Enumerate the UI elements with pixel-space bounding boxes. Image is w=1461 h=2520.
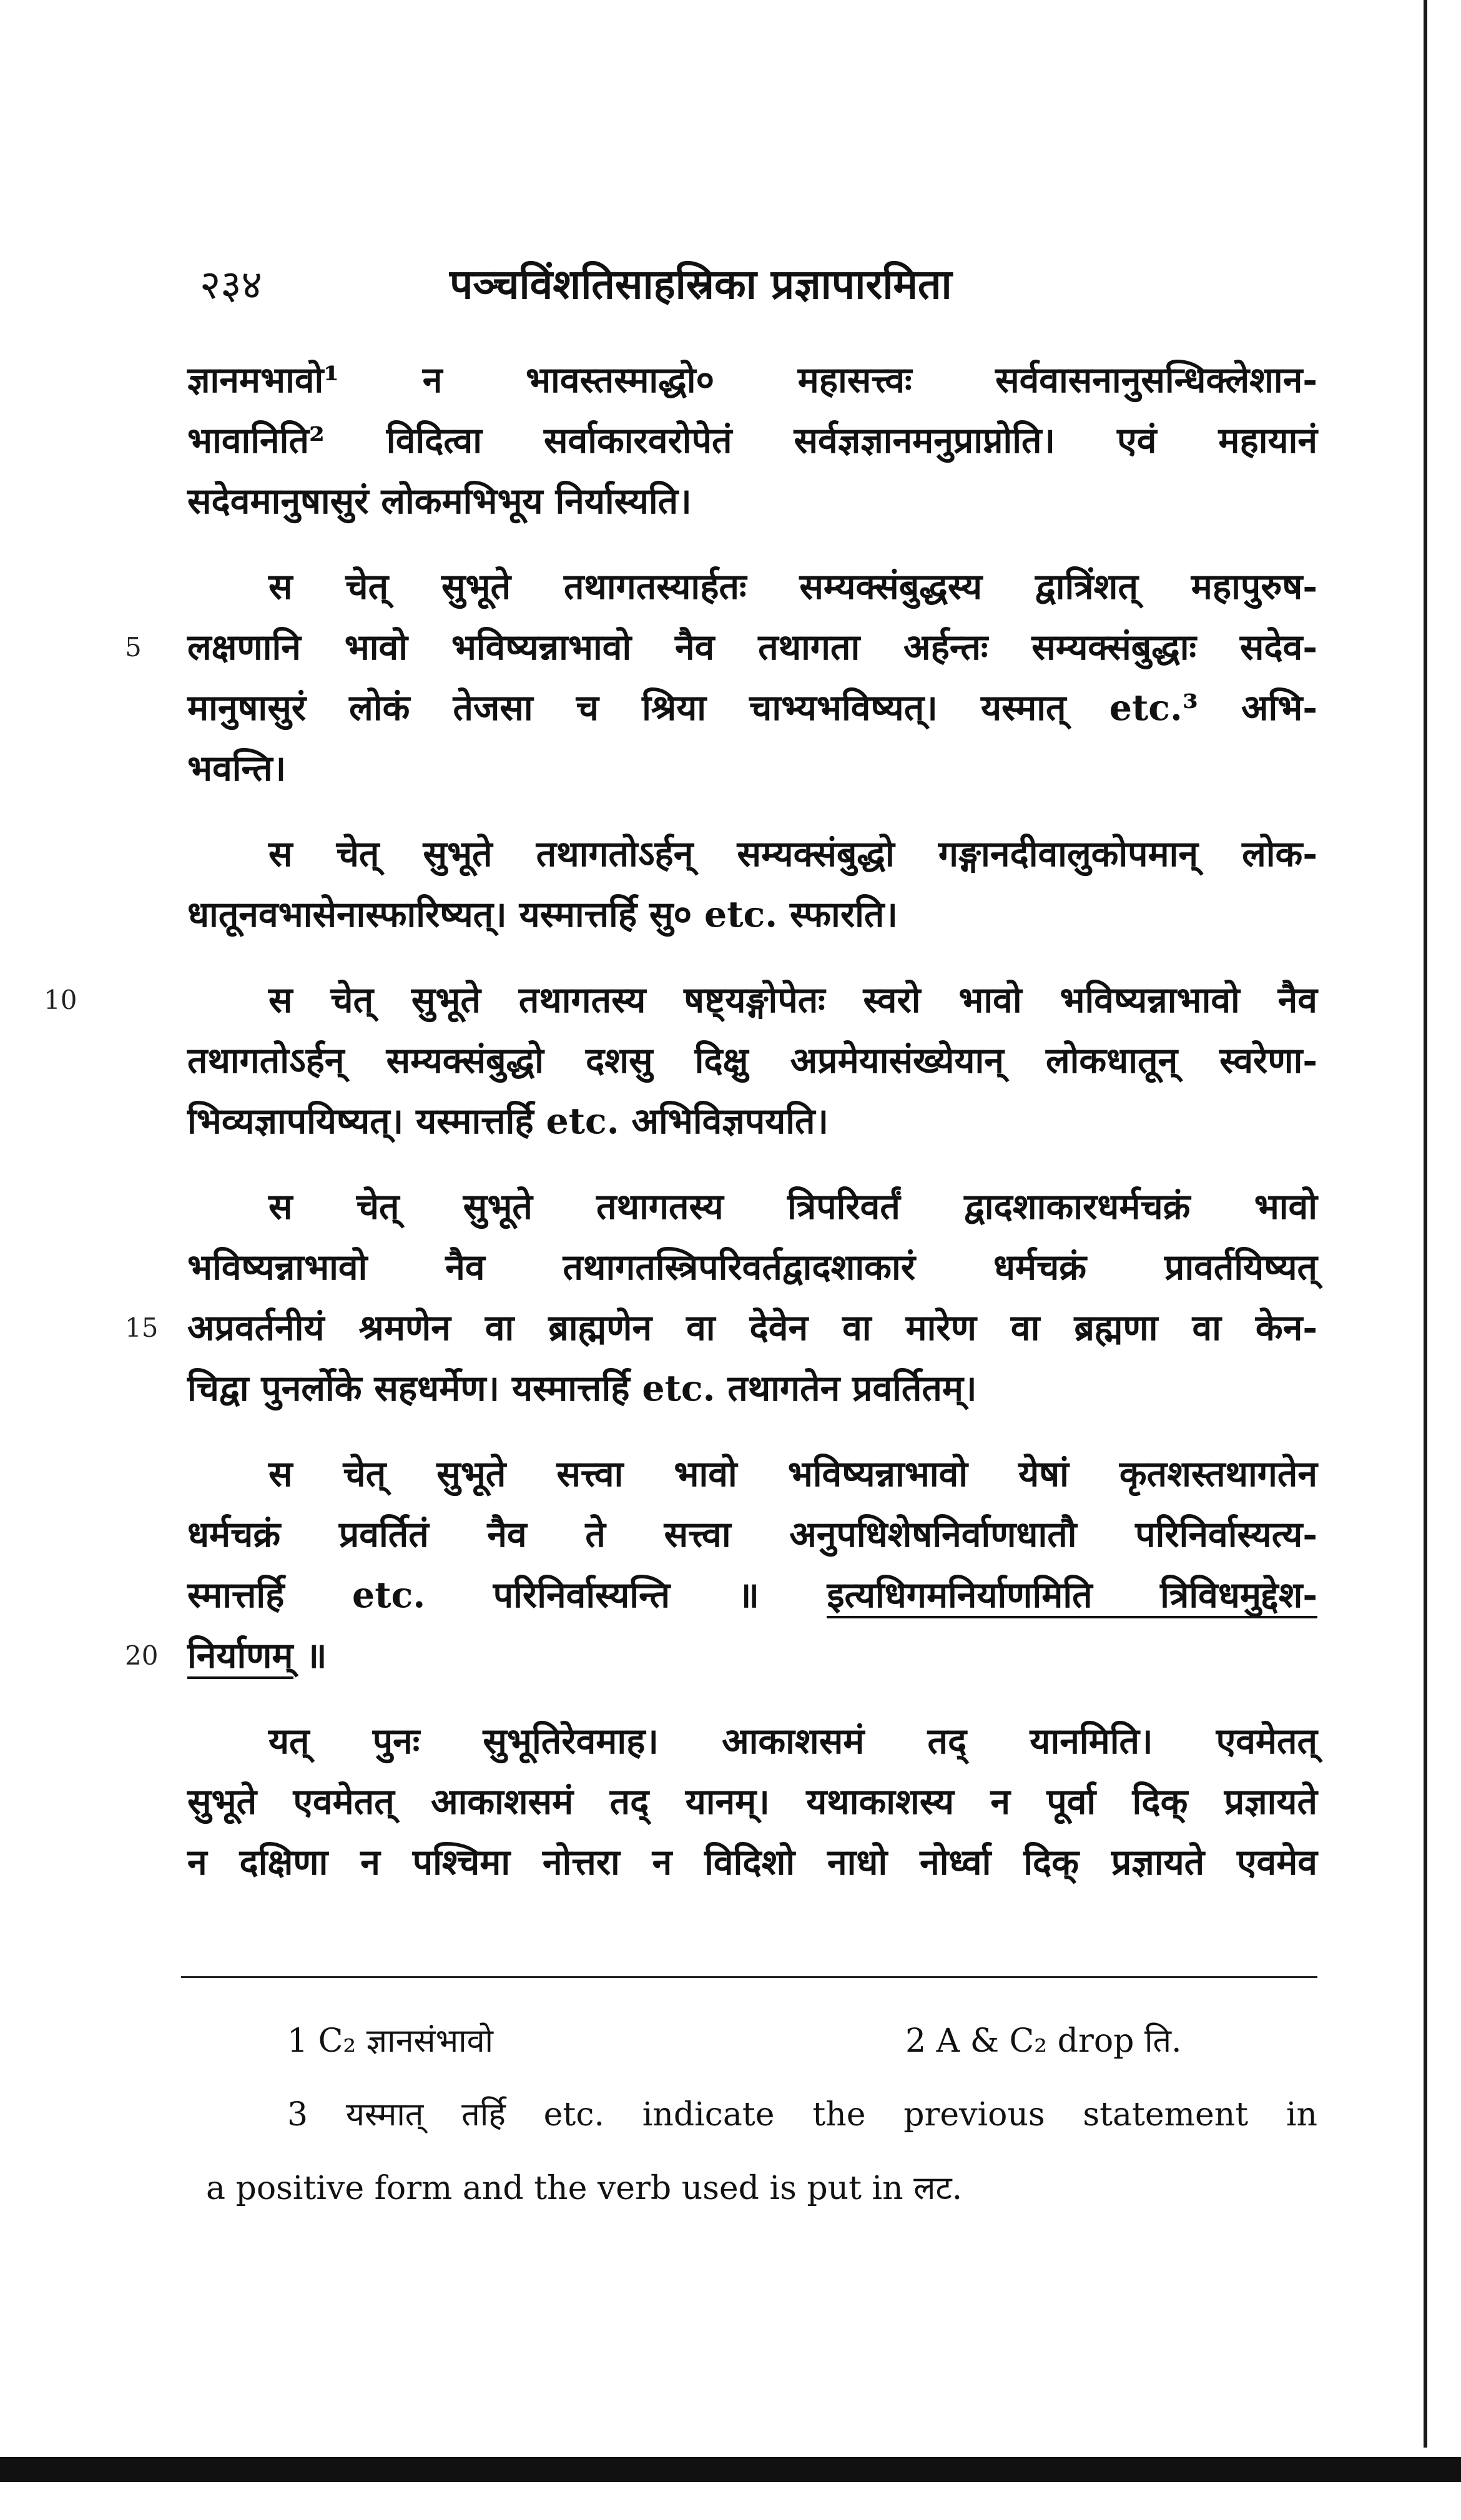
footnote-2: 2 A & C₂ drop ति. (905, 2022, 1182, 2060)
footnote-3: 3 यस्मात् तर्हि etc. indicate the previous statement in (287, 2096, 1317, 2134)
page-number: २३४ (200, 262, 262, 308)
line-number: 10 (44, 985, 77, 1015)
text-line: भविष्यन्नाभावो नैव तथागतस्त्रिपरिवर्तद्वादशाकारं धर्मचक्रं प्रावर्तयिष्यत् (187, 1246, 1317, 1288)
text-line: धर्मचक्रं प्रवर्तितं नैव ते सत्त्वा अनुपधिशेषनिर्वाणधातौ परिनिर्वास्यत्य- (187, 1513, 1317, 1555)
text-line: स चेत् सुभूते तथागतोऽर्हन् सम्यक्संबुद्धो गङ्गानदीवालुकोपमान् लोक- (268, 833, 1317, 875)
line-number: 15 (125, 1312, 159, 1343)
running-title: पञ्चविंशतिसाहस्रिका प्रज्ञापारमिता (450, 260, 952, 308)
page-edge-right (1424, 0, 1427, 2448)
text-line: 20 निर्याणम् ॥ (187, 1625, 1317, 1686)
text-line: स चेत् सुभूते सत्त्वा भावो भविष्यन्नाभावो येषां कृतशस्तथागतेन (268, 1453, 1317, 1495)
underlined-phrase: निर्याणम् (187, 1635, 293, 1679)
body-text (44, 350, 1317, 1892)
text-line: न दक्षिणा न पश्चिमा नोत्तरा न विदिशो नाधो नोर्ध्वा दिक् प्रज्ञायते एवमेव (187, 1841, 1317, 1883)
page-edge-bottom (0, 2457, 1461, 2482)
text-line: तथागतोऽर्हन् सम्यक्संबुद्धो दशसु दिक्षु अप्रमेयासंख्येयान् लोकधातून् स्वरेणा- (187, 1040, 1317, 1081)
text-line: 10 स चेत् सुभूते तथागतस्य षष्ट्यङ्गोपेतः स्वरो भावो भविष्यन्नाभावो नैव (187, 970, 1317, 1030)
text-line: सुभूते एवमेतत् आकाशसमं तद् यानम्। यथाकाशस्य न पूर्वा दिक् प्रज्ञायते (187, 1781, 1317, 1823)
text-line: धातूनवभासेनास्फारिष्यत्। यस्मात्तर्हि सु० etc. स्फारति। (187, 893, 898, 935)
text-line: स चेत् सुभूते तथागतस्यार्हतः सम्यक्संबुद्धस्य द्वात्रिंशत् महापुरुष- (268, 566, 1317, 608)
footnotes (187, 2004, 1317, 2225)
page-header (200, 250, 1324, 318)
text-line: 15 अप्रवर्तनीयं श्रमणेन वा ब्राह्मणेन वा देवेन वा मारेण वा ब्रह्मणा वा केन- (187, 1297, 1317, 1358)
line-number: 5 (125, 632, 142, 662)
text-line: सदेवमानुषासुरं लोकमभिभूय निर्यास्यति। (187, 480, 692, 522)
text-line: मानुषासुरं लोकं तेजसा च श्रिया चाभ्यभविष्यत्। यस्मात् etc.³ अभि- (187, 687, 1317, 729)
footnote-rule (181, 1976, 1317, 1978)
underlined-phrase: इत्यधिगमनिर्याणमिति त्रिविधमुद्देश- (827, 1574, 1317, 1618)
footnote-3-continued: a positive form and the verb used is put in लट. (206, 2170, 963, 2207)
footnote-row (187, 2004, 1317, 2078)
text-line: स चेत् सुभूते तथागतस्य त्रिपरिवर्तं द्वादशाकारधर्मचक्रं भावो (268, 1186, 1317, 1228)
text-line: भिव्यज्ञापयिष्यत्। यस्मात्तर्हि etc. अभिविज्ञपयति। (187, 1100, 829, 1142)
footnote-1: 1 C₂ ज्ञानसंभावो (287, 2022, 493, 2060)
text-line: यत् पुनः सुभूतिरेवमाह। आकाशसमं तद् यानमिति। एवमेतत् (268, 1720, 1317, 1762)
text-line: भावानिति² विदित्वा सर्वाकारवरोपेतं सर्वज्ञज्ञानमनुप्राप्नोति। एवं महायानं (187, 420, 1317, 461)
text-line: चिद्वा पुनर्लोके सहधर्मेण। यस्मात्तर्हि etc. तथागतेन प्रवर्तितम्। (187, 1367, 977, 1409)
line-number: 20 (125, 1640, 159, 1671)
text-line: स्मात्तर्हि etc. परिनिर्वास्यन्ति ॥ इत्यधिगमनिर्याणमिति त्रिविधमुद्देश- (187, 1565, 1317, 1625)
text-line: भवन्ति। (187, 747, 287, 789)
text-line: ज्ञानमभावो¹ न भावस्तस्माद्धो० महासत्त्वः सर्ववासनानुसन्धिक्लेशान- (187, 359, 1317, 401)
text-line: 5 लक्षणानि भावो भविष्यन्नाभावो नैव तथागता अर्हन्तः सम्यक्संबुद्धाः सदेव- (187, 617, 1317, 677)
